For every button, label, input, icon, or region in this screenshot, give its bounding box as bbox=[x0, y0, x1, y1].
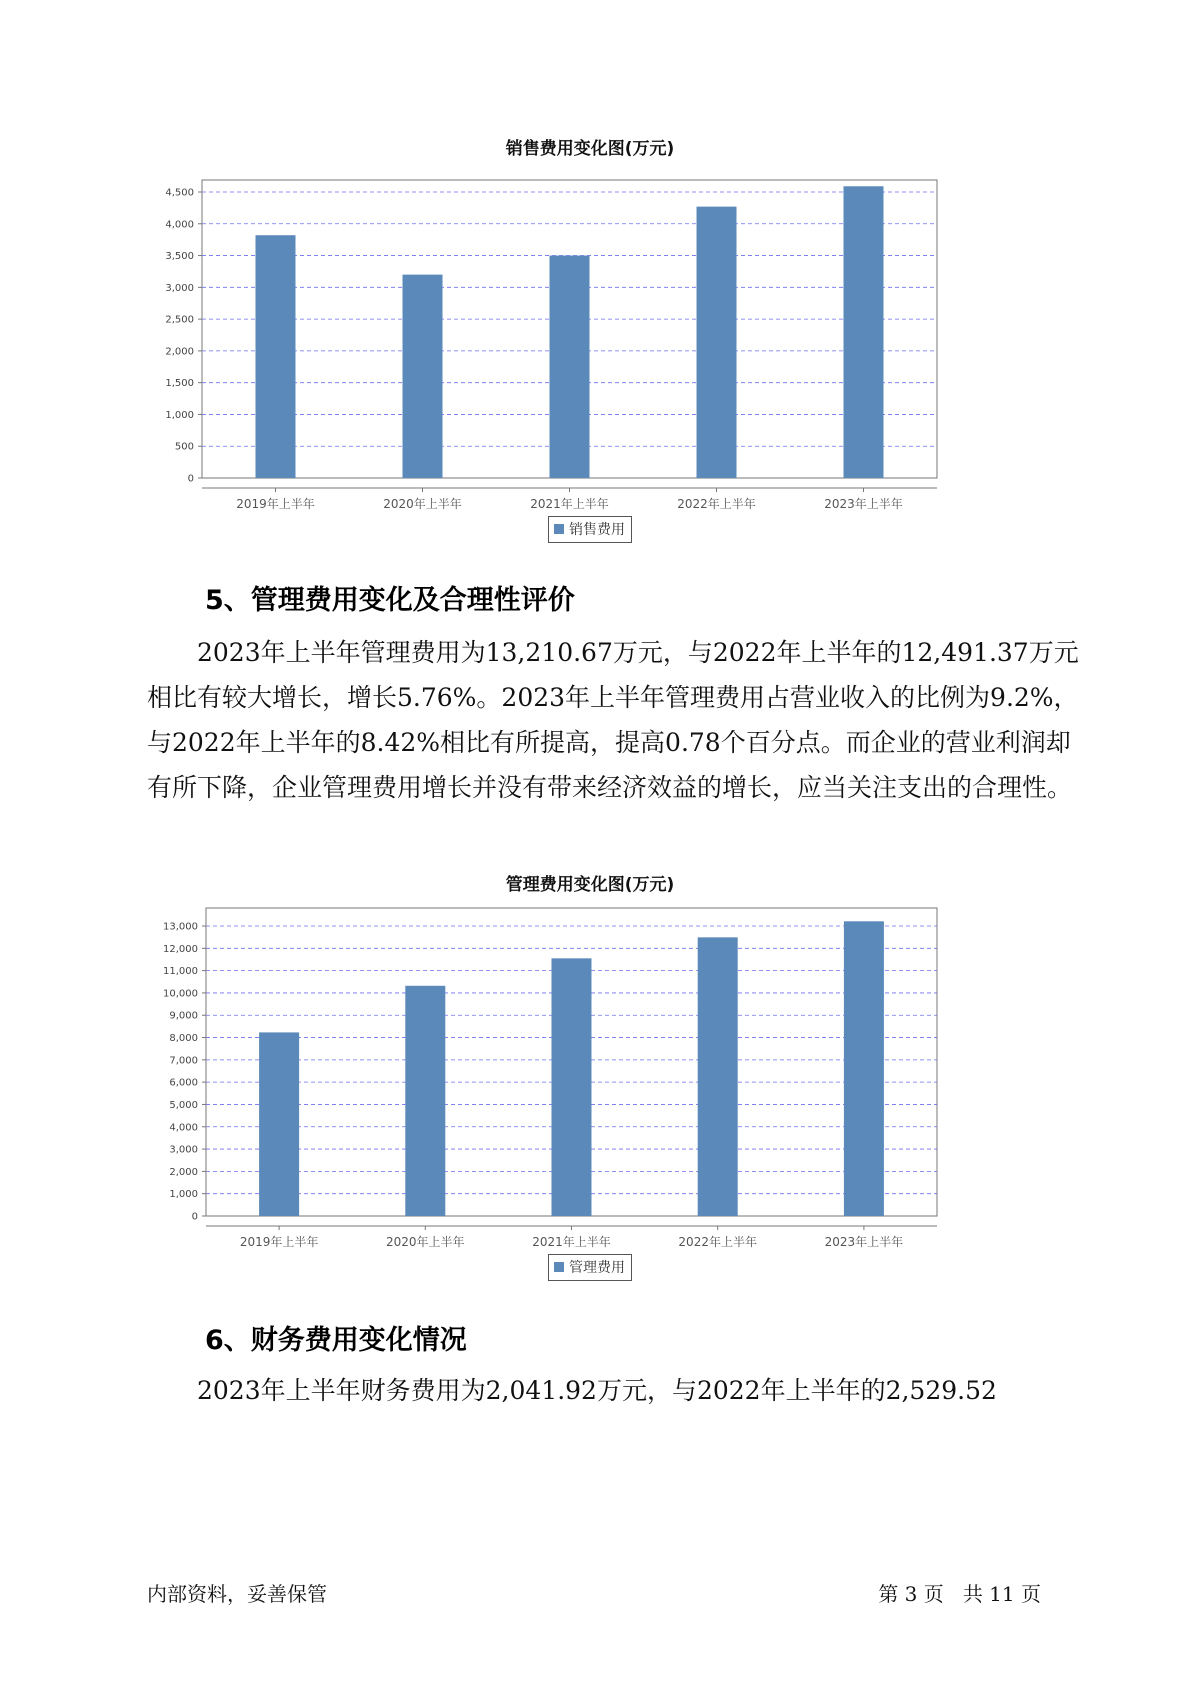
chart-title: 管理费用变化图(万元) bbox=[505, 875, 675, 895]
section-heading-5: 5、管理费用变化及合理性评价 bbox=[205, 585, 575, 616]
y-tick-label: 0 bbox=[187, 473, 194, 485]
admin-expense-chart-svg bbox=[150, 898, 1030, 1278]
y-tick-label: 4,000 bbox=[165, 219, 194, 231]
y-tick-label: 500 bbox=[174, 441, 194, 453]
y-tick-label: 2,000 bbox=[169, 1166, 198, 1178]
y-tick-label: 0 bbox=[191, 1211, 198, 1223]
y-tick-label: 6,000 bbox=[169, 1077, 198, 1089]
section-paragraph-6: 2023年上半年财务费用为2,041.92万元，与2022年上半年的2,529.52 bbox=[197, 1376, 997, 1405]
x-tick-label: 2020年上半年 bbox=[383, 497, 462, 511]
bar bbox=[698, 937, 738, 1216]
bar bbox=[550, 256, 590, 478]
y-tick-label: 4,000 bbox=[169, 1122, 198, 1134]
footer-page-number: 第 3 页 共 11 页 bbox=[878, 1582, 1041, 1606]
x-tick-label: 2023年上半年 bbox=[824, 497, 903, 511]
y-tick-label: 9,000 bbox=[169, 1010, 198, 1022]
legend-swatch bbox=[554, 1262, 564, 1272]
bar bbox=[552, 958, 592, 1216]
y-tick-label: 12,000 bbox=[163, 943, 198, 955]
chart-legend bbox=[150, 1254, 1030, 1281]
bar bbox=[403, 275, 443, 478]
bar bbox=[697, 207, 737, 478]
bar bbox=[405, 986, 445, 1216]
y-tick-label: 2,500 bbox=[165, 314, 194, 326]
y-tick-label: 10,000 bbox=[163, 988, 198, 1000]
y-tick-label: 3,000 bbox=[165, 282, 194, 294]
footer-confidential-note: 内部资料，妥善保管 bbox=[147, 1582, 327, 1606]
bar bbox=[844, 921, 884, 1216]
y-tick-label: 8,000 bbox=[169, 1033, 198, 1045]
y-tick-label: 11,000 bbox=[163, 966, 198, 978]
y-tick-label: 13,000 bbox=[163, 921, 198, 933]
x-tick-label: 2020年上半年 bbox=[386, 1235, 465, 1249]
section-paragraph-5: 2023年上半年管理费用为13,210.67万元，与2022年上半年的12,491.37万元相比有较大增长，增长5.76%。2023年上半年管理费用占营业收入的比例为9.2%，与2022年上半年的8.42%相比有所提高，提高0.78个百分点。而企业的营业利润却有所下降，企业管理费用增长并没有带来经济效益的增长，应当关注支出的合理性。 bbox=[147, 638, 1079, 802]
x-tick-label: 2019年上半年 bbox=[239, 1235, 319, 1249]
chart-legend bbox=[150, 516, 1030, 543]
admin-expense-chart bbox=[150, 868, 1030, 1288]
y-tick-label: 1,000 bbox=[169, 1189, 198, 1201]
x-tick-label: 2022年上半年 bbox=[677, 497, 756, 511]
bar bbox=[259, 1032, 299, 1216]
y-tick-label: 5,000 bbox=[169, 1099, 198, 1111]
y-tick-label: 3,500 bbox=[165, 251, 194, 263]
legend-label: 管理费用 bbox=[569, 1260, 625, 1276]
y-tick-label: 1,500 bbox=[165, 378, 194, 390]
x-tick-label: 2022年上半年 bbox=[678, 1235, 757, 1249]
y-tick-label: 4,500 bbox=[165, 187, 194, 199]
y-tick-label: 7,000 bbox=[169, 1055, 198, 1067]
legend-item bbox=[548, 516, 632, 543]
y-tick-label: 1,000 bbox=[165, 409, 194, 421]
chart-title: 销售费用变化图(万元) bbox=[505, 139, 675, 159]
x-tick-label: 2019年上半年 bbox=[236, 497, 315, 511]
x-tick-label: 2021年上半年 bbox=[532, 1235, 611, 1249]
x-tick-label: 2023年上半年 bbox=[824, 1235, 904, 1249]
sales-expense-chart-svg bbox=[150, 160, 1030, 540]
x-tick-label: 2021年上半年 bbox=[530, 497, 609, 511]
legend-item bbox=[548, 1254, 632, 1281]
bar bbox=[256, 235, 296, 478]
section-heading-6: 6、财务费用变化情况 bbox=[205, 1325, 467, 1356]
sales-expense-chart bbox=[150, 130, 1030, 550]
y-tick-label: 3,000 bbox=[169, 1144, 198, 1156]
y-tick-label: 2,000 bbox=[165, 346, 194, 358]
legend-swatch bbox=[554, 524, 564, 534]
bar bbox=[844, 186, 884, 478]
legend-label: 销售费用 bbox=[569, 522, 625, 538]
